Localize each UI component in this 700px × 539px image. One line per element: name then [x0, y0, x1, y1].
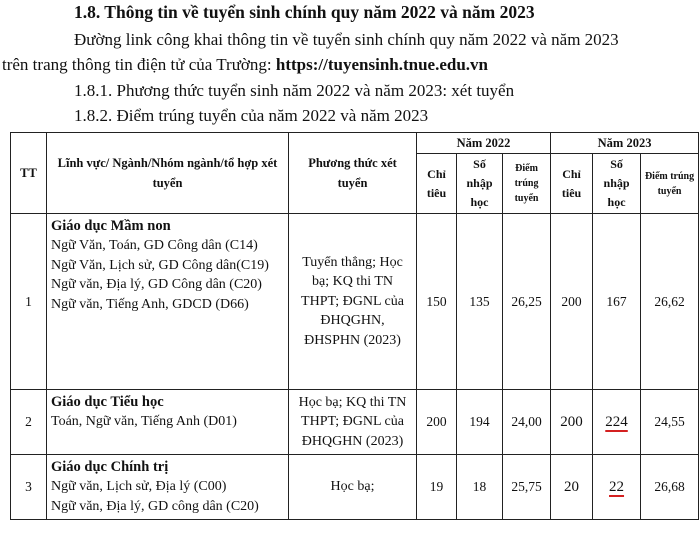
combo-item: Ngữ Văn, Lịch sử, GD Công dân(C19)	[51, 257, 269, 273]
header-field: Lĩnh vực/ Ngành/Nhóm ngành/tổ hợp xét tuyển	[47, 133, 289, 214]
subsection-2: 1.8.2. Điểm trúng tuyển của năm 2022 và năm 2023	[74, 106, 429, 125]
score-2022: 24,00	[503, 390, 551, 455]
row-tt: 1	[11, 214, 47, 390]
row-tt: 3	[11, 455, 47, 520]
enrolled-2023-value: 224	[605, 413, 628, 430]
header-year-2023: Năm 2023	[551, 133, 699, 154]
header-enrolled-2022: Số nhập học	[457, 154, 503, 214]
row-method: Học bạ; KQ thi TN THPT; ĐGNL của ĐHQGHN (2023)	[289, 390, 417, 455]
header-year-2022: Năm 2022	[417, 133, 551, 154]
combo-item: Ngữ văn, Địa lý, GD Công dân (C20)	[51, 277, 262, 292]
enrolled-2023: 167	[593, 214, 641, 390]
combo-item: Ngữ văn, Lịch sử, Địa lý (C00)	[51, 479, 227, 494]
quota-2023: 200	[551, 214, 593, 390]
row-field	[47, 390, 289, 455]
field-title: Giáo dục Mầm non	[51, 218, 171, 234]
quota-2023: 200	[551, 390, 593, 455]
row-method: Học bạ;	[289, 455, 417, 520]
intro-line-2	[2, 55, 488, 75]
score-2023: 26,62	[641, 214, 699, 390]
header-quota-2023: Chỉ tiêu	[551, 154, 593, 214]
combo-item: Ngữ văn, Địa lý, GD công dân (C20)	[51, 498, 259, 514]
enrolled-2023	[593, 455, 641, 520]
enrolled-2022: 135	[457, 214, 503, 390]
intro-line-1: Đường link công khai thông tin về tuyển sinh chính quy năm 2022 và năm 2023	[74, 30, 619, 49]
header-tt: TT	[11, 133, 47, 214]
field-title: Giáo dục Chính trị	[51, 459, 169, 475]
quota-2022: 200	[417, 390, 457, 455]
header-method: Phương thức xét tuyển	[289, 133, 417, 214]
intro-line-2-text: trên trang thông tin điện tử của Trường:	[2, 55, 276, 74]
score-2022: 25,75	[503, 455, 551, 520]
table-row	[11, 390, 699, 455]
section-heading: 1.8. Thông tin về tuyển sinh chính quy năm 2022 và năm 2023	[74, 2, 535, 22]
enrolled-2023	[593, 390, 641, 455]
combo-item: Ngữ Văn, Toán, GD Công dân (C14)	[51, 238, 258, 253]
combo-item: Toán, Ngữ văn, Tiếng Anh (D01)	[51, 414, 237, 429]
header-quota-2022: Chỉ tiêu	[417, 154, 457, 214]
table-row	[11, 455, 699, 520]
score-2022: 26,25	[503, 214, 551, 390]
enrolled-2023-value: 22	[609, 478, 625, 495]
admission-scores-table	[10, 132, 699, 520]
score-2023: 24,55	[641, 390, 699, 455]
enrolled-2022: 194	[457, 390, 503, 455]
row-method: Tuyển thẳng; Học bạ; KQ thi TN THPT; ĐGNL của ĐHQGHN, ĐHSPHN (2023)	[289, 214, 417, 390]
quota-2022: 19	[417, 455, 457, 520]
row-field	[47, 455, 289, 520]
score-2023: 26,68	[641, 455, 699, 520]
header-enrolled-2023: Số nhập học	[593, 154, 641, 214]
header-score-2023: Điểm trúng tuyển	[641, 154, 699, 214]
row-tt: 2	[11, 390, 47, 455]
combo-item: Ngữ văn, Tiếng Anh, GDCD (D66)	[51, 296, 249, 312]
enrolled-2022: 18	[457, 455, 503, 520]
row-field	[47, 214, 289, 390]
header-score-2022: Điểm trúng tuyển	[503, 154, 551, 214]
quota-2022: 150	[417, 214, 457, 390]
admissions-link[interactable]: https://tuyensinh.tnue.edu.vn	[275, 55, 488, 74]
quota-2023: 20	[551, 455, 593, 520]
subsection-1: 1.8.1. Phương thức tuyển sinh năm 2022 và năm 2023: xét tuyển	[74, 81, 515, 100]
table-row	[11, 214, 699, 390]
field-title: Giáo dục Tiểu học	[51, 394, 164, 410]
